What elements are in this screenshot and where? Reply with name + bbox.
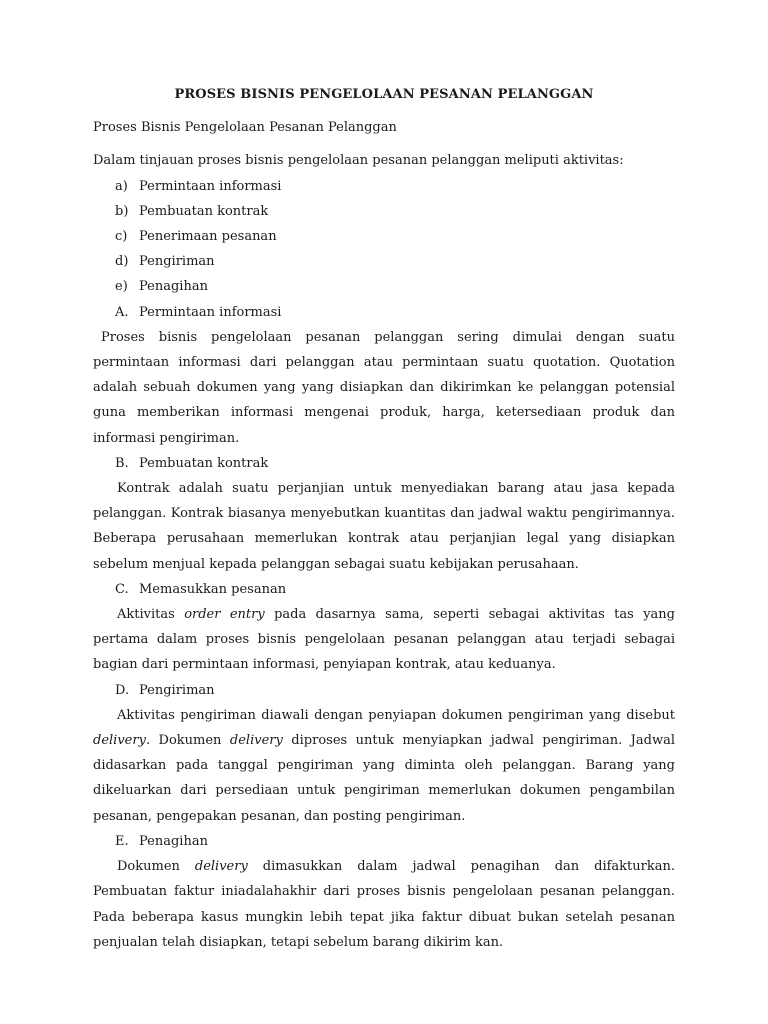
section-heading-a — [93, 300, 675, 325]
activity-list — [93, 174, 675, 300]
list-item-text: Penagihan — [139, 279, 208, 295]
section-heading-text: Memasukkan pesanan — [139, 581, 287, 597]
list-item — [93, 199, 675, 224]
section-paragraph-e — [93, 854, 675, 955]
italic-term: delivery — [229, 733, 283, 749]
italic-term: order entry — [184, 607, 265, 623]
list-item-text: Penerimaan pesanan — [139, 229, 277, 245]
italic-term: delivery — [93, 733, 146, 749]
section-heading-text: Permintaan informasi — [139, 304, 282, 320]
section-heading-text: Pengiriman — [139, 682, 215, 698]
list-marker: a) — [115, 178, 128, 194]
section-marker: A. — [115, 304, 129, 320]
section-paragraph-d — [93, 703, 675, 829]
list-marker: b) — [115, 203, 129, 219]
paragraph-text: Dokumen — [117, 859, 195, 875]
document-page — [93, 82, 675, 955]
section-heading-text: Penagihan — [139, 833, 208, 849]
list-item — [93, 274, 675, 299]
section-marker: C. — [115, 581, 129, 597]
section-heading-e — [93, 829, 675, 854]
paragraph-text: . Dokumen — [145, 733, 230, 749]
list-item-text: Pembuatan kontrak — [139, 203, 269, 219]
list-item-text: Permintaan informasi — [139, 178, 282, 194]
section-paragraph-a: Proses bisnis pengelolaan pesanan pelanggan sering dimulai dengan suatu permintaan informasi dari pelanggan atau permintaan suatu quotation. Quotation adalah sebuah dokumen yang yang disiapkan dan dikirimkan ke pelanggan potensial guna memberikan informasi mengenai produk, harga, ketersediaan produk dan informasi pengiriman. — [93, 329, 675, 446]
section-heading-text: Pembuatan kontrak — [139, 455, 269, 471]
paragraph-text: pada dasarnya sama, seperti sebagai aktivitas tas yang pertama dalam proses bisnis pengelolaan pesanan pelanggan atau terjadi sebagai bagian dari permintaan informasi, penyiapan kontrak, atau keduanya. — [93, 607, 675, 673]
section-marker: E. — [115, 833, 129, 849]
list-marker: c) — [115, 229, 128, 245]
section-heading-c — [93, 577, 675, 602]
list-item — [93, 224, 675, 249]
list-marker: e) — [115, 279, 128, 295]
list-item-text: Pengiriman — [139, 254, 215, 270]
section-heading-b — [93, 451, 675, 476]
section-heading-d — [93, 678, 675, 703]
list-item — [93, 174, 675, 199]
italic-term: delivery — [194, 859, 248, 875]
section-paragraph-b: Kontrak adalah suatu perjanjian untuk menyediakan barang atau jasa kepada pelanggan. Kontrak biasanya menyebutkan kuantitas dan jadwal waktu pengirimannya. Beberapa perusahaan memerlukan kontrak atau perjanjian legal yang disiapkan sebelum menjual kepada pelanggan sebagai suatu kebijakan perusahaan. — [93, 481, 675, 572]
intro-paragraph: Dalam tinjauan proses bisnis pengelolaan pesanan pelanggan meliputi aktivitas: — [93, 153, 624, 169]
section-marker: D. — [115, 682, 130, 698]
paragraph-text: Aktivitas pengiriman diawali dengan penyiapan dokumen pengiriman yang disebut — [117, 707, 675, 723]
section-marker: B. — [115, 455, 129, 471]
paragraph-text: dimasukkan dalam jadwal penagihan dan difakturkan. Pembuatan faktur iniadalahakhir dari proses bisnis pengelolaan pesanan pelanggan. Pada beberapa kasus mungkin lebih tepat jika faktur dibuat bukan setelah pesanan penjualan telah disiapkan, tetapi sebelum barang dikirim kan. — [93, 859, 676, 950]
document-subtitle: Proses Bisnis Pengelolaan Pesanan Pelanggan — [93, 120, 397, 136]
document-title: PROSES BISNIS PENGELOLAAN PESANAN PELANGGAN — [174, 87, 594, 102]
paragraph-text: diproses untuk menyiapkan jadwal pengiriman. Jadwal didasarkan pada tanggal pengiriman yang diminta oleh pelanggan. Barang yang dikeluarkan dari persediaan untuk pengiriman memerlukan dokumen pengambilan pesanan, pengepakan pesanan, dan posting pengiriman. — [93, 733, 675, 824]
paragraph-text: Aktivitas — [117, 607, 185, 623]
list-item — [93, 249, 675, 274]
list-marker: d) — [115, 254, 129, 270]
section-paragraph-c — [93, 602, 675, 678]
